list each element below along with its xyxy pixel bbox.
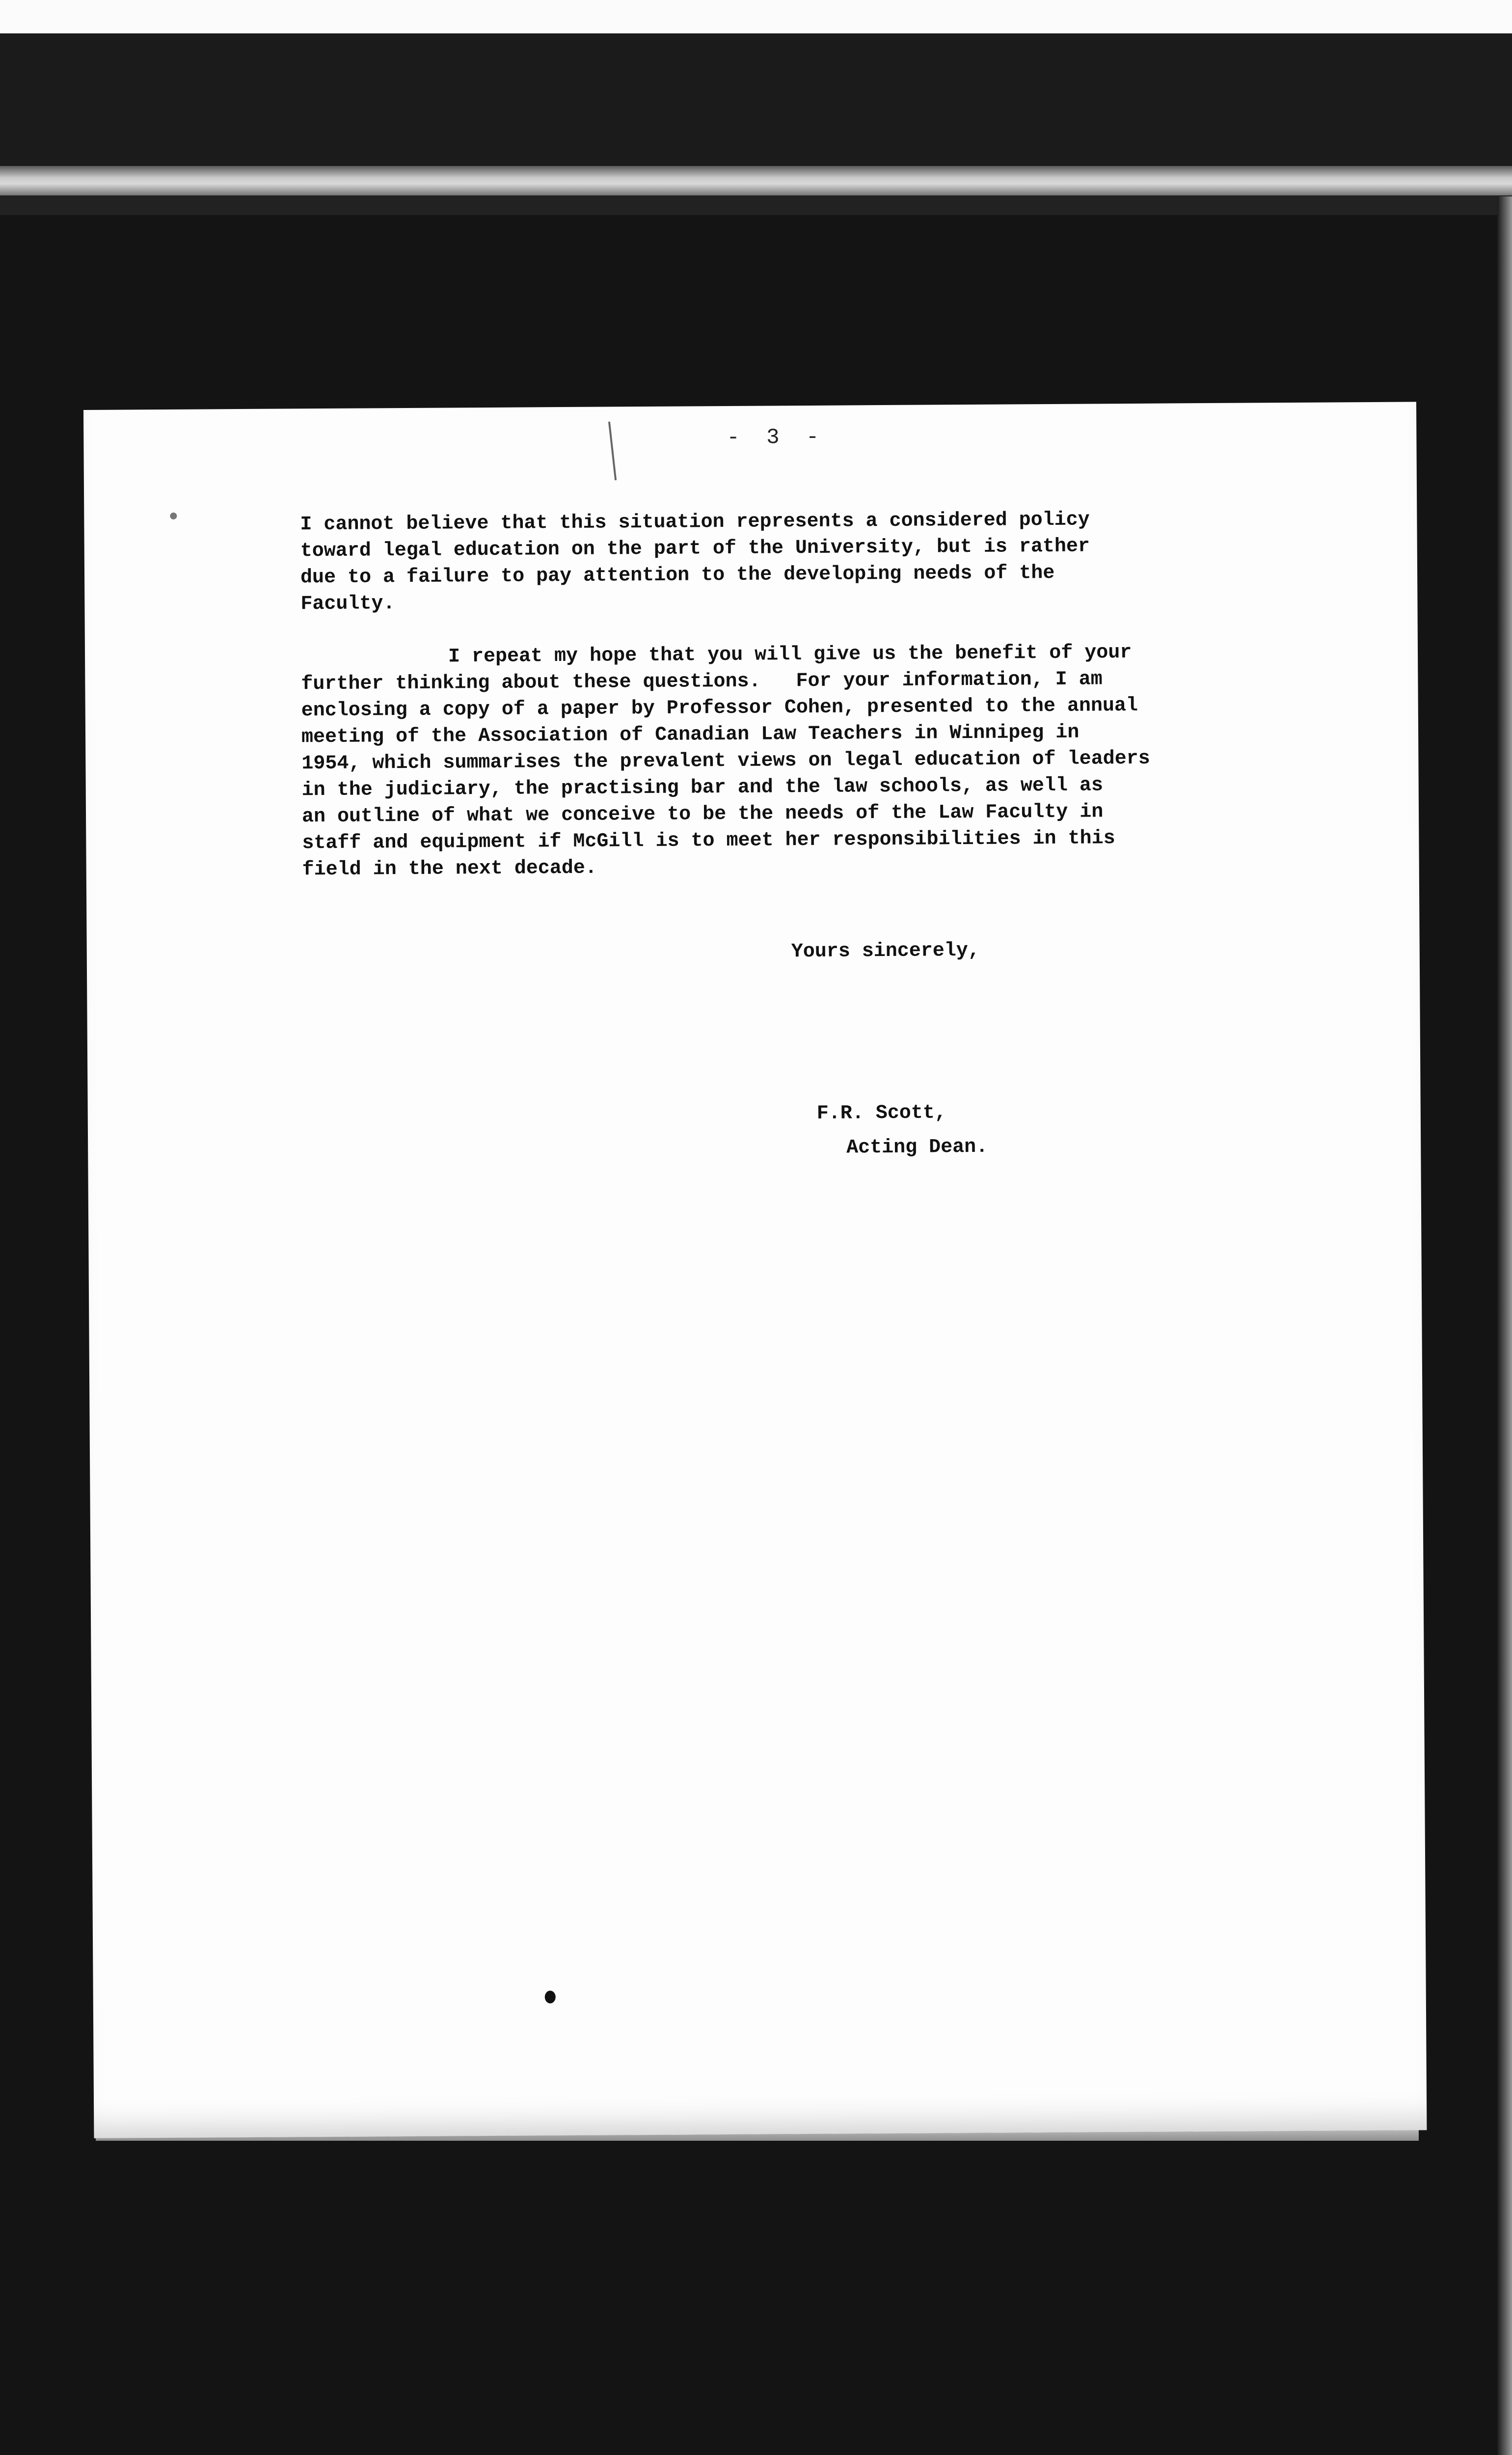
letter-body	[300, 506, 1294, 910]
signature-title: Acting Dean.	[846, 1136, 988, 1159]
letter-closing: Yours sincerely,	[791, 939, 980, 963]
paragraph-1: I cannot believe that this situation represents a considered policy toward legal education on the part of the University, but is rather due to a failure to pay attention to the developing needs of the Faculty.	[300, 509, 1090, 616]
page-number: - 3 -	[727, 425, 826, 450]
film-strip-top	[0, 33, 1512, 166]
letter-page	[83, 402, 1427, 2138]
film-edge-shadow	[0, 195, 1512, 215]
paper-speck	[170, 513, 177, 519]
margin-pencil-mark	[608, 422, 617, 481]
signature-name: F.R. Scott,	[816, 1102, 946, 1125]
film-edge-band	[0, 166, 1512, 195]
film-right-edge	[1497, 196, 1512, 2455]
top-margin	[0, 0, 1512, 33]
paragraph-2: I repeat my hope that you will give us the benefit of your further thinking about these questions. For your information, I am enclosing a copy of a paper by Professor Cohen, presented to the annual meeting of the Association of Canadian Law Teachers in Winnipeg in 1954, which summarises the prevalent views on legal education of leaders in the judiciary, the practising bar and the law schools, as well as an outline of what we conceive to be the needs of the Law Faculty in staff and equipment if McGill is to meet her responsibilities in this field in the next decade.	[301, 641, 1150, 881]
ink-spot	[545, 1991, 556, 2003]
